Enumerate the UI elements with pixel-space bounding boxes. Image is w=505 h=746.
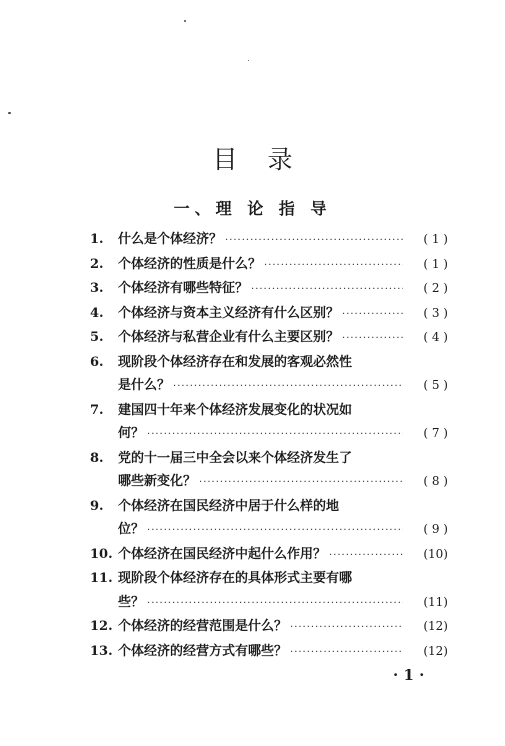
toc-entry-text: 个体经济的经营范围是什么？: [118, 619, 288, 634]
toc-entry-line: [90, 495, 448, 519]
toc-entry-page: ( 4 ): [423, 330, 448, 344]
toc-entry-line: [90, 518, 448, 543]
toc-entry-text: 是什么？: [118, 378, 171, 393]
toc-leader-dots: [251, 278, 403, 302]
toc-entry-page: ( 1 ): [423, 232, 448, 246]
toc-leader-dots: [199, 471, 403, 495]
toc-entry-line: [90, 422, 448, 447]
toc-entry-line: [90, 567, 448, 591]
toc-entry-line: [90, 374, 448, 399]
toc-entry-text: 个体经济的性质是什么？: [118, 256, 262, 272]
toc-entry: [90, 399, 448, 447]
toc-entry-text: 位？: [118, 522, 145, 537]
toc-entry: [90, 543, 448, 568]
toc-entry-number: 7.: [90, 402, 104, 418]
toc-entry-page: ( 9 ): [423, 522, 448, 536]
title-char-2: 录: [267, 145, 293, 174]
toc-entry-text: 现阶段个体经济存在和发展的客观必然性: [118, 354, 353, 370]
toc-leader-dots: [147, 592, 403, 616]
toc-entry: [90, 351, 448, 399]
toc-leader-dots: [225, 229, 403, 253]
toc-leader-dots: [147, 519, 403, 543]
toc-entry-number: 10.: [90, 546, 113, 562]
toc-entry: [90, 615, 448, 640]
toc-entry: [90, 326, 448, 351]
toc-entry-number: 12.: [90, 619, 113, 634]
toc-entry-number: 6.: [90, 354, 104, 370]
toc-entry: [90, 253, 448, 278]
toc-entry-text: 些？: [118, 594, 145, 610]
toc-entry-text: 党的十一届三中全会以来个体经济发生了: [118, 450, 353, 466]
toc-entry-line: [90, 399, 448, 423]
scan-speck: [8, 112, 11, 114]
toc-entry-page: ( 7 ): [423, 426, 448, 440]
page-title: [0, 140, 505, 176]
table-of-contents: [90, 228, 448, 664]
toc-entry-number: 9.: [90, 498, 104, 514]
toc-entry-number: 5.: [90, 330, 104, 345]
toc-entry-line: [90, 228, 448, 253]
toc-entry-page: ( 8 ): [423, 474, 448, 488]
toc-entry-text: 个体经济与私营企业有什么主要区别？: [118, 330, 340, 345]
toc-entry: [90, 302, 448, 327]
toc-entry-number: 13.: [90, 643, 113, 659]
section-heading: 一、理 论 指 导: [173, 199, 332, 218]
toc-entry-line: [90, 351, 448, 375]
toc-leader-dots: [290, 641, 403, 665]
toc-entry: [90, 447, 448, 495]
toc-entry-line: [90, 591, 448, 616]
toc-entry-page: (10): [423, 546, 448, 561]
toc-leader-dots: [342, 327, 403, 351]
toc-entry-number: 1.: [90, 232, 104, 247]
toc-entry-text: 哪些新变化？: [118, 474, 197, 489]
toc-entry-text: 什么是个体经济？: [118, 232, 223, 247]
toc-entry-text: 建国四十年来个体经济发展变化的状况如: [118, 402, 353, 418]
page-number: · 1 ·: [393, 666, 425, 684]
scan-speck: [248, 60, 249, 61]
toc-entry-number: 8.: [90, 450, 104, 466]
toc-entry-page: (12): [423, 643, 448, 658]
toc-leader-dots: [342, 303, 403, 327]
title-char-1: 目: [212, 145, 238, 174]
toc-entry-text: 现阶段个体经济存在的具体形式主要有哪: [118, 571, 353, 586]
toc-leader-dots: [329, 544, 403, 568]
toc-entry-line: [90, 277, 448, 302]
toc-entry-text: 何？: [118, 426, 145, 441]
toc-entry-line: [90, 302, 448, 327]
toc-entry-page: ( 3 ): [423, 305, 448, 320]
toc-entry-number: 3.: [90, 281, 104, 296]
toc-entry-text: 个体经济的经营方式有哪些？: [118, 643, 288, 659]
toc-entry-page: ( 1 ): [423, 256, 448, 271]
toc-entry: [90, 228, 448, 253]
toc-entry-number: 4.: [90, 305, 104, 321]
toc-entry-page: ( 5 ): [423, 378, 448, 392]
toc-entry-line: [90, 543, 448, 568]
toc-leader-dots: [173, 375, 403, 399]
toc-entry: [90, 495, 448, 543]
toc-entry: [90, 277, 448, 302]
toc-leader-dots: [264, 254, 403, 278]
scan-speck: [184, 20, 186, 22]
toc-entry-number: 11.: [90, 571, 113, 586]
toc-entry-text: 个体经济与资本主义经济有什么区别？: [118, 305, 340, 321]
toc-entry-line: [90, 640, 448, 665]
toc-leader-dots: [147, 423, 403, 447]
toc-entry-text: 个体经济在国民经济中居于什么样的地: [118, 498, 340, 514]
toc-leader-dots: [290, 616, 403, 640]
toc-entry-line: [90, 447, 448, 471]
toc-entry-page: ( 2 ): [423, 281, 448, 295]
toc-entry-page: (11): [423, 594, 448, 609]
toc-entry: [90, 640, 448, 665]
toc-entry-number: 2.: [90, 256, 104, 272]
toc-entry-text: 个体经济在国民经济中起什么作用？: [118, 546, 327, 562]
toc-entry-line: [90, 615, 448, 640]
toc-entry-text: 个体经济有哪些特征？: [118, 281, 249, 296]
toc-entry: [90, 567, 448, 615]
toc-entry-line: [90, 253, 448, 278]
toc-entry-line: [90, 326, 448, 351]
toc-entry-line: [90, 470, 448, 495]
toc-entry-page: (12): [423, 619, 448, 633]
